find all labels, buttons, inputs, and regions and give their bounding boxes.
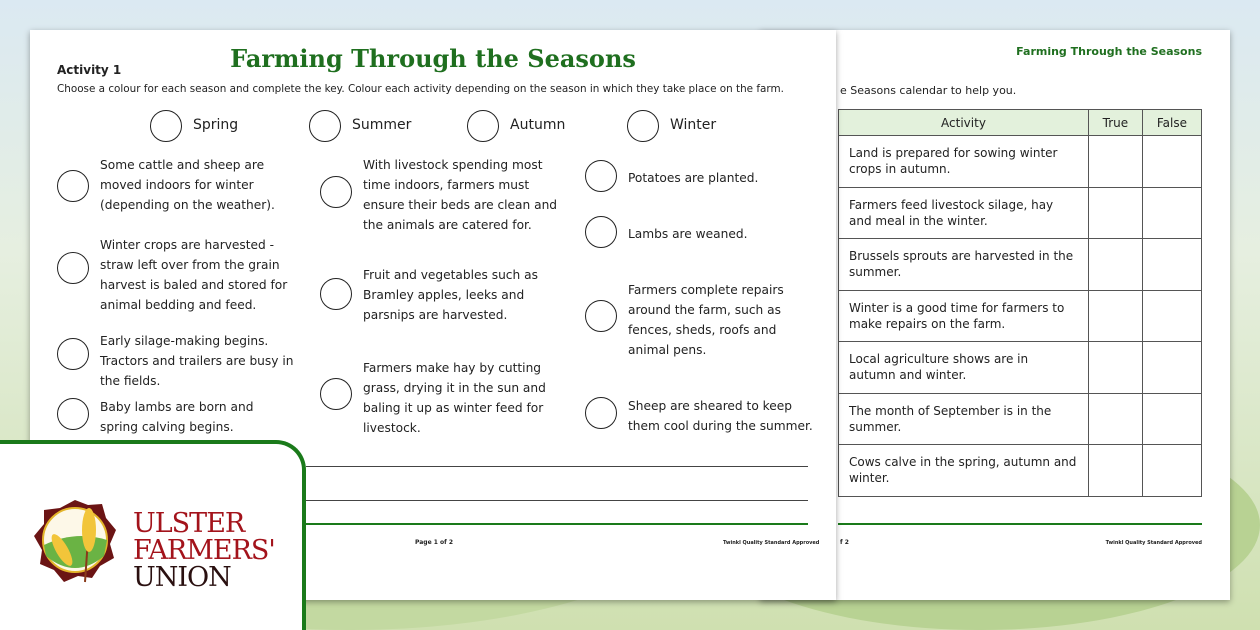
activity-statement: Cows calve in the spring, autumn and winter. bbox=[839, 445, 1089, 497]
activity-colour-circle[interactable] bbox=[585, 397, 617, 429]
activity-colour-circle[interactable] bbox=[57, 398, 89, 430]
activity-text: Some cattle and sheep are moved indoors for winter (depending on the weather). bbox=[100, 158, 275, 212]
writing-line bbox=[306, 466, 808, 467]
activity-text: Early silage-making begins. Tractors and trailers are busy in the fields. bbox=[100, 334, 294, 388]
page1-title: Farming Through the Seasons bbox=[230, 44, 636, 73]
instructions: Choose a colour for each season and complete the key. Colour each activity depending on the season in which they take place on the farm. bbox=[57, 83, 784, 95]
logo-wordmark bbox=[133, 510, 275, 591]
activity-colour-circle[interactable] bbox=[57, 338, 89, 370]
season-colour-circle[interactable] bbox=[467, 110, 499, 142]
activity-text: Lambs are weaned. bbox=[628, 227, 748, 241]
activity-statement: Land is prepared for sowing winter crops in autumn. bbox=[839, 136, 1089, 188]
false-cell[interactable] bbox=[1142, 187, 1201, 239]
activity-statement: Brussels sprouts are harvested in the summer. bbox=[839, 239, 1089, 291]
activity-colour-circle[interactable] bbox=[585, 216, 617, 248]
table-row bbox=[839, 342, 1202, 394]
activity-statement: Winter is a good time for farmers to make repairs on the farm. bbox=[839, 290, 1089, 342]
header-true: True bbox=[1089, 110, 1143, 136]
quality-label: Twinkl Quality Standard Approved bbox=[1105, 540, 1202, 546]
activity-text: Fruit and vegetables such as Bramley apples, leeks and parsnips are harvested. bbox=[363, 268, 538, 322]
wheat-emblem-icon bbox=[30, 490, 120, 590]
activity-text: With livestock spending most time indoors, farmers must ensure their beds are clean and the animals are catered for. bbox=[363, 158, 558, 232]
false-cell[interactable] bbox=[1142, 445, 1201, 497]
page2-title: Farming Through the Seasons bbox=[1016, 45, 1202, 58]
activity-colour-circle[interactable] bbox=[585, 300, 617, 332]
table-row bbox=[839, 136, 1202, 188]
activity-statement: The month of September is in the summer. bbox=[839, 393, 1089, 445]
true-false-table bbox=[838, 109, 1202, 497]
season-label: Spring bbox=[193, 117, 239, 133]
footer-rule bbox=[838, 523, 1202, 525]
activity-colour-circle[interactable] bbox=[320, 378, 352, 410]
true-cell[interactable] bbox=[1089, 290, 1143, 342]
logo-text-union: UNION bbox=[133, 562, 231, 593]
activity-colour-circle[interactable] bbox=[320, 176, 352, 208]
activity-colour-circle[interactable] bbox=[57, 252, 89, 284]
header-false: False bbox=[1142, 110, 1201, 136]
activity-text: Sheep are sheared to keep them cool during the summer. bbox=[628, 399, 813, 433]
activity-text: Farmers complete repairs around the farm, such as fences, sheds, roofs and animal pens. bbox=[628, 283, 784, 357]
true-cell[interactable] bbox=[1089, 342, 1143, 394]
false-cell[interactable] bbox=[1142, 393, 1201, 445]
ulster-farmers-union-logo-panel bbox=[0, 440, 306, 630]
season-label: Autumn bbox=[510, 117, 566, 133]
table-row bbox=[839, 239, 1202, 291]
logo-text-farmers: FARMERS' bbox=[133, 535, 275, 566]
activity-text: Potatoes are planted. bbox=[628, 171, 759, 185]
activity-text: Winter crops are harvested - straw left over from the grain harvest is baled and stored for animal bedding and feed. bbox=[100, 238, 288, 312]
season-colour-circle[interactable] bbox=[627, 110, 659, 142]
season-label: Winter bbox=[670, 117, 717, 133]
table-row bbox=[839, 290, 1202, 342]
page2-number: f 2 bbox=[840, 539, 849, 546]
activity-colour-circle[interactable] bbox=[57, 170, 89, 202]
true-cell[interactable] bbox=[1089, 393, 1143, 445]
activity-statement: Farmers feed livestock silage, hay and meal in the winter. bbox=[839, 187, 1089, 239]
true-cell[interactable] bbox=[1089, 445, 1143, 497]
season-colour-circle[interactable] bbox=[150, 110, 182, 142]
activity-text: Farmers make hay by cutting grass, drying it in the sun and baling it up as winter feed for livestock. bbox=[363, 361, 546, 435]
false-cell[interactable] bbox=[1142, 290, 1201, 342]
header-activity: Activity bbox=[839, 110, 1089, 136]
activity-statement: Local agriculture shows are in autumn and winter. bbox=[839, 342, 1089, 394]
activity-text: Baby lambs are born and spring calving begins. bbox=[100, 400, 254, 434]
page2-instructions: e Seasons calendar to help you. bbox=[840, 84, 1017, 97]
quality-label: Twinkl Quality Standard Approved bbox=[723, 540, 820, 546]
true-cell[interactable] bbox=[1089, 136, 1143, 188]
activity-colour-circle[interactable] bbox=[585, 160, 617, 192]
season-label: Summer bbox=[352, 117, 412, 133]
season-colour-circle[interactable] bbox=[309, 110, 341, 142]
activity-heading: Activity 1 bbox=[57, 63, 122, 77]
false-cell[interactable] bbox=[1142, 239, 1201, 291]
table-row bbox=[839, 393, 1202, 445]
false-cell[interactable] bbox=[1142, 136, 1201, 188]
activity-colour-circle[interactable] bbox=[320, 278, 352, 310]
page1-number: Page 1 of 2 bbox=[415, 539, 453, 546]
footer-rule bbox=[306, 523, 808, 525]
logo-text-ulster: ULSTER bbox=[133, 508, 245, 539]
true-cell[interactable] bbox=[1089, 187, 1143, 239]
true-cell[interactable] bbox=[1089, 239, 1143, 291]
writing-line bbox=[306, 500, 808, 501]
table-row bbox=[839, 445, 1202, 497]
table-row bbox=[839, 187, 1202, 239]
false-cell[interactable] bbox=[1142, 342, 1201, 394]
